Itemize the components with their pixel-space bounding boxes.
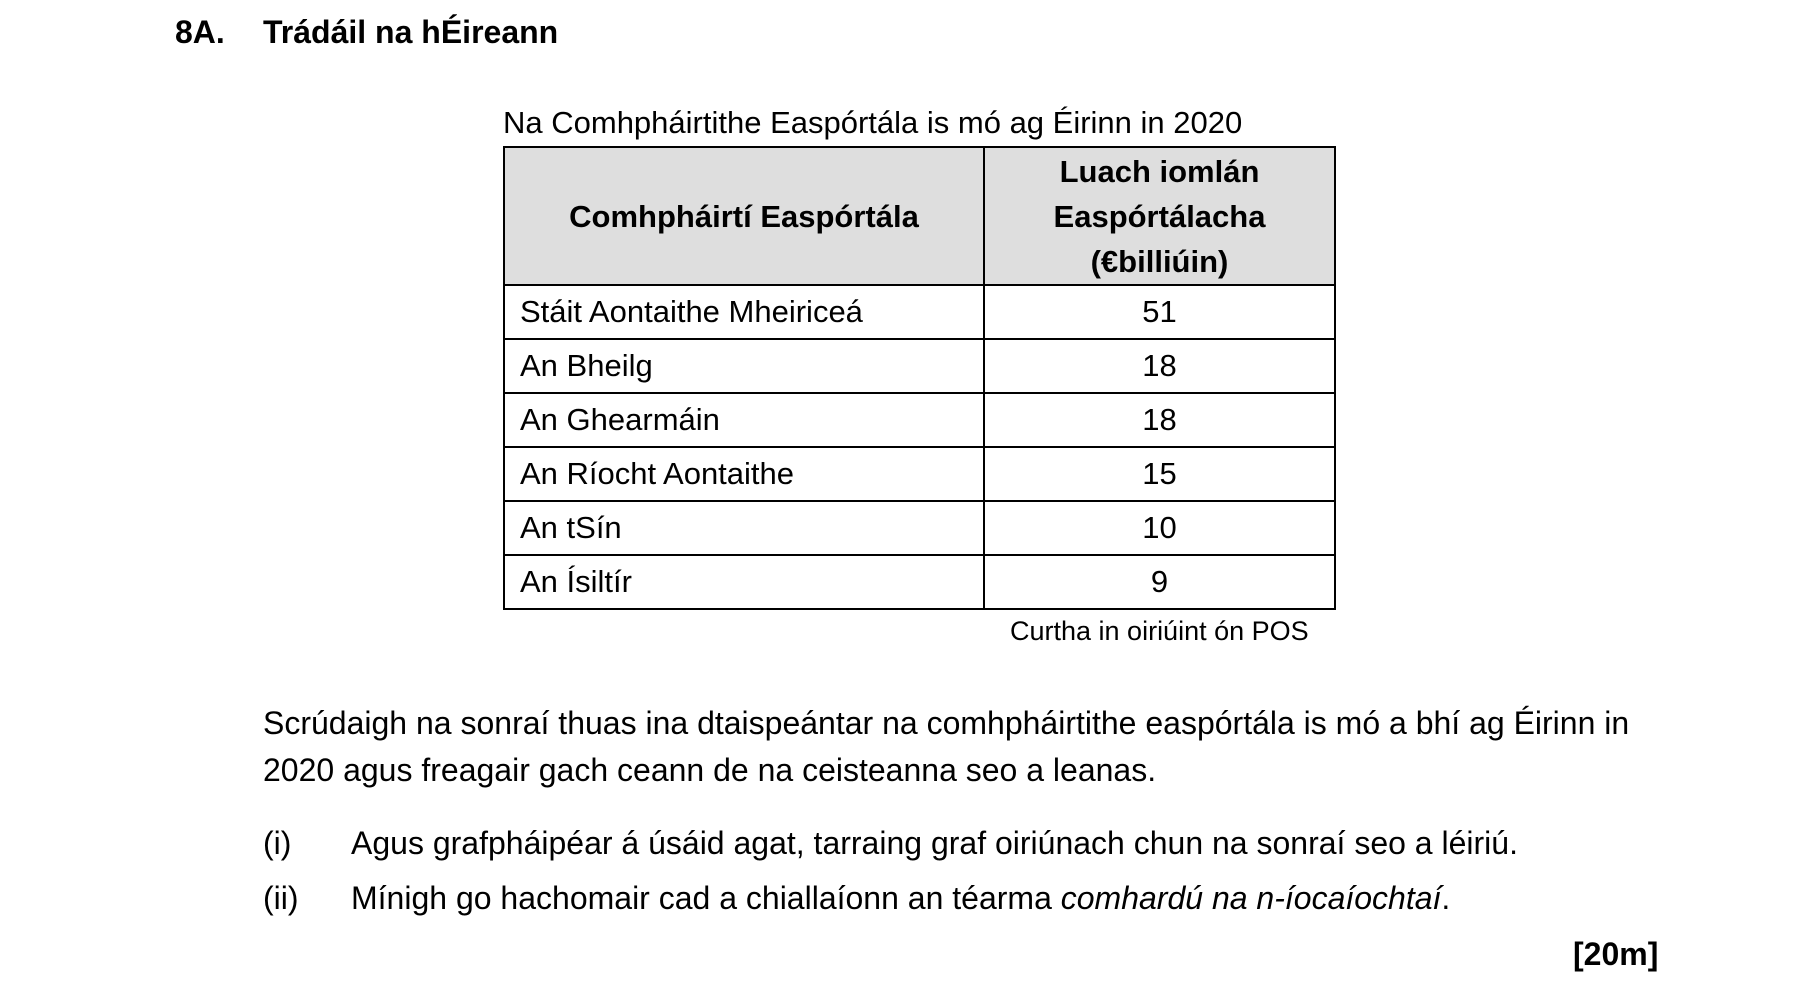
item-text-after: .	[1441, 880, 1451, 916]
intro-paragraph: Scrúdaigh na sonraí thuas ina dtaispeántar na comhpháirtithe easpórtála is mó a bhí ag Éirinn in 2020 agus freagair gach ceann de na ceisteanna seo a leanas.	[263, 705, 1630, 788]
table-row	[504, 285, 1335, 339]
table-header-row	[504, 147, 1335, 285]
row-country: Stáit Aontaithe Mheiriceá	[504, 285, 984, 339]
header-value-line1: Luach iomlán	[1059, 153, 1260, 189]
row-value: 18	[984, 339, 1335, 393]
table-source: Curtha in oiriúint ón POS	[1010, 616, 1309, 646]
row-country: An Ríocht Aontaithe	[504, 447, 984, 501]
row-value: 18	[984, 393, 1335, 447]
table-row	[504, 339, 1335, 393]
table-row	[504, 501, 1335, 555]
item-text-before: Mínigh go hachomair cad a chiallaíonn an téarma	[351, 880, 1061, 916]
header-value-line3: (€billiúin)	[1090, 243, 1229, 279]
item-text: Agus grafpháipéar á úsáid agat, tarraing graf oiriúnach chun na sonraí seo a léiriú.	[351, 825, 1518, 861]
row-country: An Bheilg	[504, 339, 984, 393]
table-row	[504, 555, 1335, 609]
table-row	[504, 393, 1335, 447]
header-partner: Comhpháirtí Easpórtála	[504, 147, 984, 285]
row-country: An Ísiltír	[504, 555, 984, 609]
item-number: (ii)	[263, 880, 299, 916]
table-row	[504, 447, 1335, 501]
exports-table	[503, 146, 1336, 610]
row-country: An Ghearmáin	[504, 393, 984, 447]
header-value	[984, 147, 1335, 285]
row-value: 15	[984, 447, 1335, 501]
item-term: comhardú na n-íocaíochtaí	[1060, 880, 1442, 916]
item-text	[351, 880, 1450, 917]
question-title: Trádáil na hÉireann	[263, 14, 559, 50]
marks-label: [20m]	[1573, 936, 1659, 972]
row-value: 51	[984, 285, 1335, 339]
row-value: 9	[984, 555, 1335, 609]
table-caption: Na Comhpháirtithe Easpórtála is mó ag Éirinn in 2020	[503, 105, 1243, 140]
item-number: (i)	[263, 825, 292, 861]
header-value-line2: Easpórtálacha	[1053, 198, 1266, 234]
row-country: An tSín	[504, 501, 984, 555]
row-value: 10	[984, 501, 1335, 555]
question-number: 8A.	[175, 14, 225, 50]
